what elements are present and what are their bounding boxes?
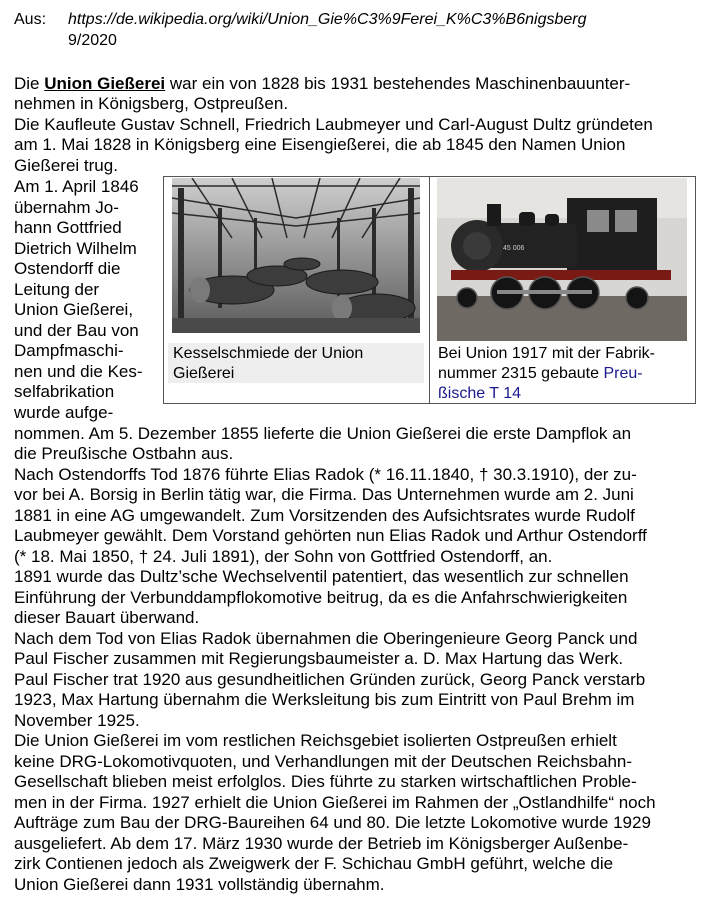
- side-line: hann Gottfried: [14, 218, 122, 237]
- loco-number-plate: 45 006: [503, 245, 525, 252]
- intro-line-1: [14, 74, 630, 94]
- body-line: Die Union Gießerei im vom restlichen Reichsgebiet isolierten Ostpreußen erhielt: [14, 731, 617, 750]
- side-line: Dietrich Wilhelm: [14, 239, 137, 258]
- intro-line-2: nehmen in Königsberg, Ostpreußen.: [14, 94, 289, 113]
- body-line: Union Gießerei dann 1931 vollständig übernahm.: [14, 875, 385, 894]
- left-caption-line-1: Kesselschmiede der Union: [173, 345, 364, 362]
- body-line: Paul Fischer trat 1920 aus gesundheitlichen Gründen zurück, Georg Panck verstarb: [14, 670, 646, 689]
- body-line: dieser Bauart überwand.: [14, 608, 200, 627]
- body-line: 1891 wurde das Dultz’sche Wechselventil patentiert, das wesentlich zur schnellen: [14, 567, 629, 586]
- right-caption-line-1: Bei Union 1917 mit der Fabrik-: [438, 345, 655, 362]
- side-line: übernahm Jo-: [14, 198, 119, 217]
- side-line: Dampfmaschi-: [14, 341, 124, 360]
- article-title-link[interactable]: Union Gießerei: [44, 74, 166, 93]
- intro-line-3: Die Kaufleute Gustav Schnell, Friedrich Laubmeyer und Carl-August Dultz gründeten: [14, 115, 653, 134]
- side-line: Union Gießerei,: [14, 300, 134, 319]
- body-line: Paul Fischer zusammen mit Regierungsbaumeister a. D. Max Hartung das Werk.: [14, 649, 624, 668]
- right-caption-line-2: [438, 364, 643, 384]
- body-line: (* 18. Mai 1850, † 24. Juli 1891), der Sohn von Gottfried Ostendorff, an.: [14, 547, 553, 566]
- prussian-t14-link[interactable]: Preu-: [603, 365, 643, 382]
- body-line: Nach dem Tod von Elias Radok übernahmen die Oberingenieure Georg Panck und: [14, 629, 638, 648]
- body-line: zirk Contienen jedoch als Zweigwerk der F. Schichau GmbH geführt, welche die: [14, 854, 614, 873]
- body-line: men in der Firma. 1927 erhielt die Union Gießerei im Rahmen der „Ostlandhilfe“ noch: [14, 793, 656, 812]
- intro-line-5: Gießerei trug.: [14, 156, 118, 175]
- intro-prefix: Die: [14, 74, 45, 93]
- body-line: Gesellschaft blieben meist erfolglos. Dies führte zu starken wirtschaftlichen Proble-: [14, 772, 637, 791]
- source-date: 9/2020: [68, 32, 117, 49]
- body-line: vor bei A. Borsig in Berlin tätig war, die Firma. Das Unternehmen wurde am 2. Juni: [14, 485, 634, 504]
- side-line: Leitung der: [14, 280, 100, 299]
- locomotive-photo[interactable]: [437, 178, 687, 341]
- body-line: November 1925.: [14, 711, 140, 730]
- body-line: 1923, Max Hartung übernahm die Werksleitung bis zum Eintritt von Paul Brehm im: [14, 690, 635, 709]
- right-caption-text: nummer 2315 gebaute: [438, 365, 604, 382]
- source-label: Aus:: [14, 11, 47, 28]
- side-line: nen und die Kes-: [14, 362, 143, 381]
- body-line: Nach Ostendorffs Tod 1876 führte Elias Radok (* 16.11.1840, † 30.3.1910), der zu-: [14, 465, 637, 484]
- side-line: Ostendorff die: [14, 259, 121, 278]
- body-line: ausgeliefert. Ab dem 17. März 1930 wurde der Betrieb im Königsberger Außenbe-: [14, 834, 629, 853]
- intro-line-1-rest: war ein von 1828 bis 1931 bestehendes Maschinenbauunter-: [165, 74, 631, 93]
- boiler-workshop-photo[interactable]: [172, 178, 420, 333]
- side-line: wurde aufge-: [14, 403, 114, 422]
- side-line: und der Bau von: [14, 321, 139, 340]
- body-line: Einführung der Verbunddampflokomotive beitrug, da es die Anfahrschwierigkeiten: [14, 588, 628, 607]
- body-line: 1881 in eine AG umgewandelt. Zum Vorsitzenden des Aufsichtsrates wurde Rudolf: [14, 506, 635, 525]
- prussian-t14-link-continued[interactable]: ßische T 14: [438, 385, 522, 402]
- body-line: nommen. Am 5. Dezember 1855 lieferte die Union Gießerei die erste Dampflok an: [14, 424, 632, 443]
- body-line: Laubmeyer gewählt. Dem Vorstand gehörten nun Elias Radok und Arthur Ostendorff: [14, 526, 647, 545]
- left-caption-line-2: Gießerei: [173, 365, 235, 382]
- body-line: keine DRG-Lokomotivquoten, und Verhandlungen mit der Deutschen Reichsbahn-: [14, 752, 633, 771]
- side-line: Am 1. April 1846: [14, 177, 139, 196]
- figure-cell-divider: [429, 176, 430, 404]
- intro-line-4: am 1. Mai 1828 in Königsberg eine Eisengießerei, die ab 1845 den Namen Union: [14, 135, 626, 154]
- source-url[interactable]: https://de.wikipedia.org/wiki/Union_Gie%C3%9Ferei_K%C3%B6nigsberg: [68, 11, 587, 28]
- body-line: Aufträge zum Bau der DRG-Baureihen 64 und 80. Die letzte Lokomotive wurde 1929: [14, 813, 651, 832]
- body-line: die Preußische Ostbahn aus.: [14, 444, 234, 463]
- side-line: selfabrikation: [14, 382, 115, 401]
